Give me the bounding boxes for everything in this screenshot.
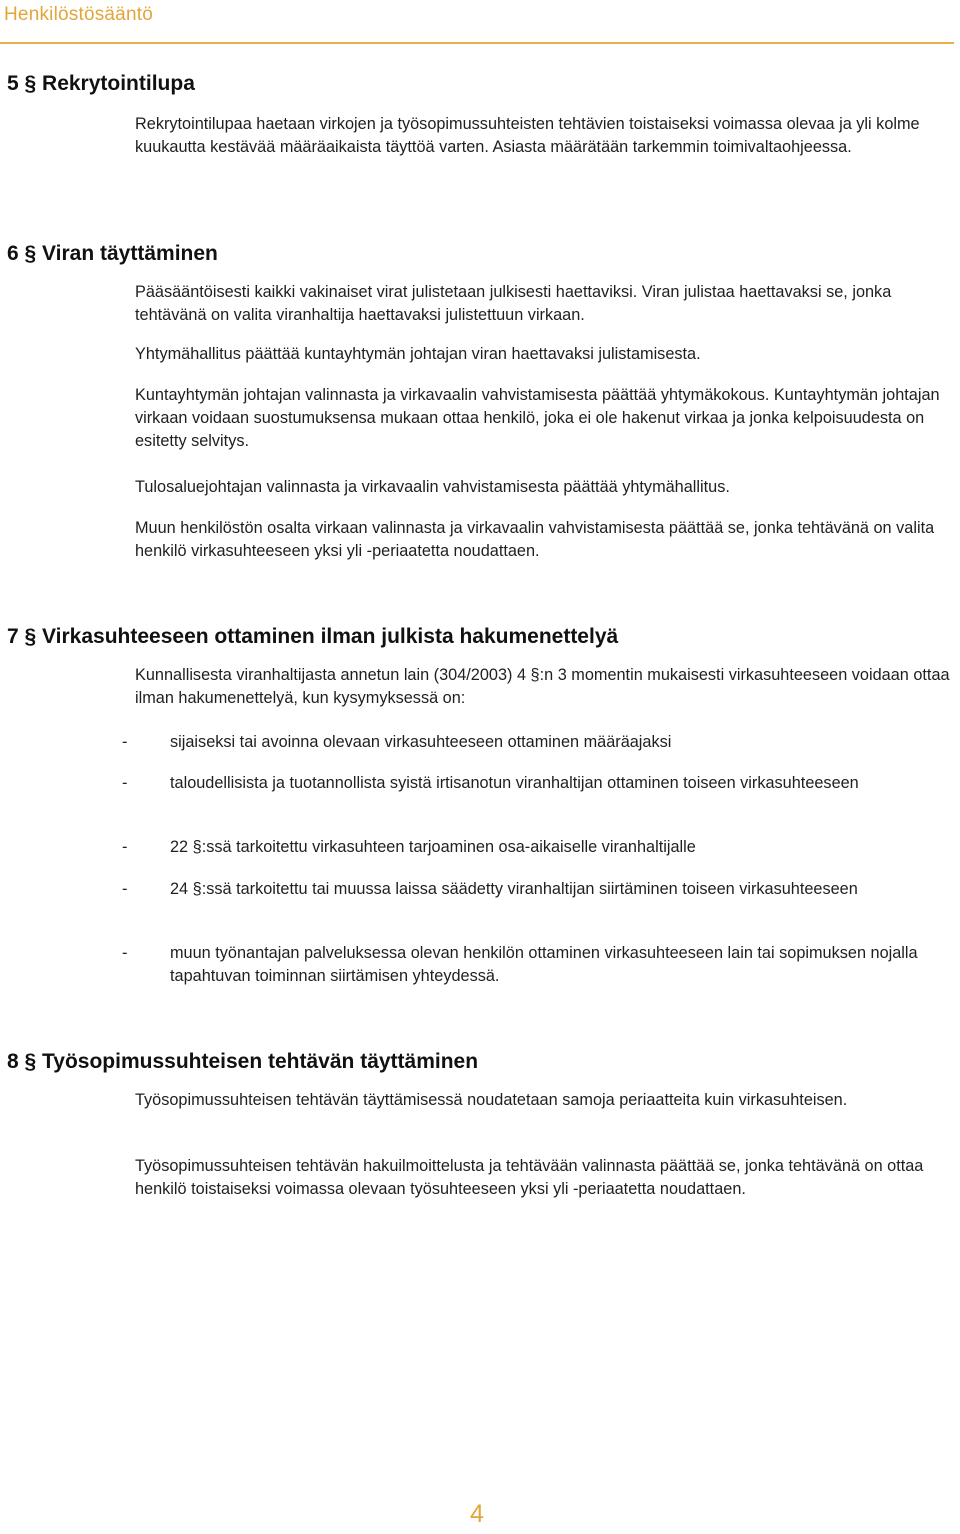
list-item-text: taloudellisista ja tuotannollista syistä irtisanotun viranhaltijan ottaminen toiseen virkasuhteeseen bbox=[170, 774, 859, 792]
page-number: 4 bbox=[470, 1500, 484, 1528]
list-item-text: sijaiseksi tai avoinna olevaan virkasuhteeseen ottaminen määräajaksi bbox=[170, 733, 672, 751]
list-item-text: muun työnantajan palveluksessa olevan henkilön ottaminen virkasuhteeseen lain tai sopimuksen nojalla tapahtuvan toiminnan siirtämisen yhteydessä. bbox=[170, 944, 918, 985]
list-dash: - bbox=[122, 733, 128, 751]
section-5-paragraph-1: Rekrytointilupaa haetaan virkojen ja työsopimussuhteisten tehtävien toistaiseksi voimassa olevaa ja yli kolme kuukautta kestävää määräaikaista täyttöä varten. Asiasta määrätään tarkemmin toimivaltaohjeessa. bbox=[135, 115, 920, 156]
section-8-paragraph-2: Työsopimussuhteisen tehtävän hakuilmoittelusta ja tehtävään valinnasta päättää se, jonka tehtävänä on ottaa henkilö toistaiseksi voimassa olevaan työsuhteeseen yksi yli -periaatetta noudattaen. bbox=[135, 1157, 924, 1198]
document-title: Henkilöstösääntö bbox=[4, 4, 153, 25]
section-6-paragraph-3: Kuntayhtymän johtajan valinnasta ja virkavaalin vahvistamisesta päättää yhtymäkokous. Kuntayhtymän johtajan virkaan voidaan suostumuksensa mukaan ottaa henkilö, joka ei ole hakenut virkaa ja jonka kelpoisuudesta on esitetty selvitys. bbox=[135, 386, 940, 450]
section-6-paragraph-4: Tulosaluejohtajan valinnasta ja virkavaalin vahvistamisesta päättää yhtymähallitus. bbox=[135, 478, 730, 496]
list-item-text: 22 §:ssä tarkoitettu virkasuhteen tarjoaminen osa-aikaiselle viranhaltijalle bbox=[170, 838, 696, 856]
section-heading-5: 5 § Rekrytointilupa bbox=[7, 72, 195, 95]
section-6-paragraph-5: Muun henkilöstön osalta virkaan valinnasta ja virkavaalin vahvistamisesta päättää se, jonka tehtävänä on valita henkilö virkasuhteeseen yksi yli -periaatetta noudattaen. bbox=[135, 519, 935, 560]
section-6-paragraph-2: Yhtymähallitus päättää kuntayhtymän johtajan viran haettavaksi julistamisesta. bbox=[135, 345, 701, 363]
list-dash: - bbox=[122, 774, 128, 792]
section-6-paragraph-1: Pääsääntöisesti kaikki vakinaiset virat julistetaan julkisesti haettaviksi. Viran julistaa haettavaksi se, jonka tehtävänä on valita viranhaltija haettavaksi julistettuun virkaan. bbox=[135, 283, 892, 324]
list-dash: - bbox=[122, 838, 128, 856]
list-dash: - bbox=[122, 880, 128, 898]
list-dash: - bbox=[122, 944, 128, 962]
section-heading-8: 8 § Työsopimussuhteisen tehtävän täyttäminen bbox=[7, 1050, 479, 1073]
section-7-paragraph-1: Kunnallisesta viranhaltijasta annetun lain (304/2003) 4 §:n 3 momentin mukaisesti virkasuhteeseen voidaan ottaa ilman hakumenettelyä, kun kysymyksessä on: bbox=[135, 666, 950, 707]
section-heading-6: 6 § Viran täyttäminen bbox=[7, 242, 218, 265]
section-heading-7: 7 § Virkasuhteeseen ottaminen ilman julkista hakumenettelyä bbox=[7, 625, 619, 648]
page-header bbox=[0, 0, 954, 44]
section-8-paragraph-1: Työsopimussuhteisen tehtävän täyttämisessä noudatetaan samoja periaatteita kuin virkasuhteisen. bbox=[135, 1091, 848, 1109]
list-item-text: 24 §:ssä tarkoitettu tai muussa laissa säädetty viranhaltijan siirtäminen toiseen virkasuhteeseen bbox=[170, 880, 858, 898]
